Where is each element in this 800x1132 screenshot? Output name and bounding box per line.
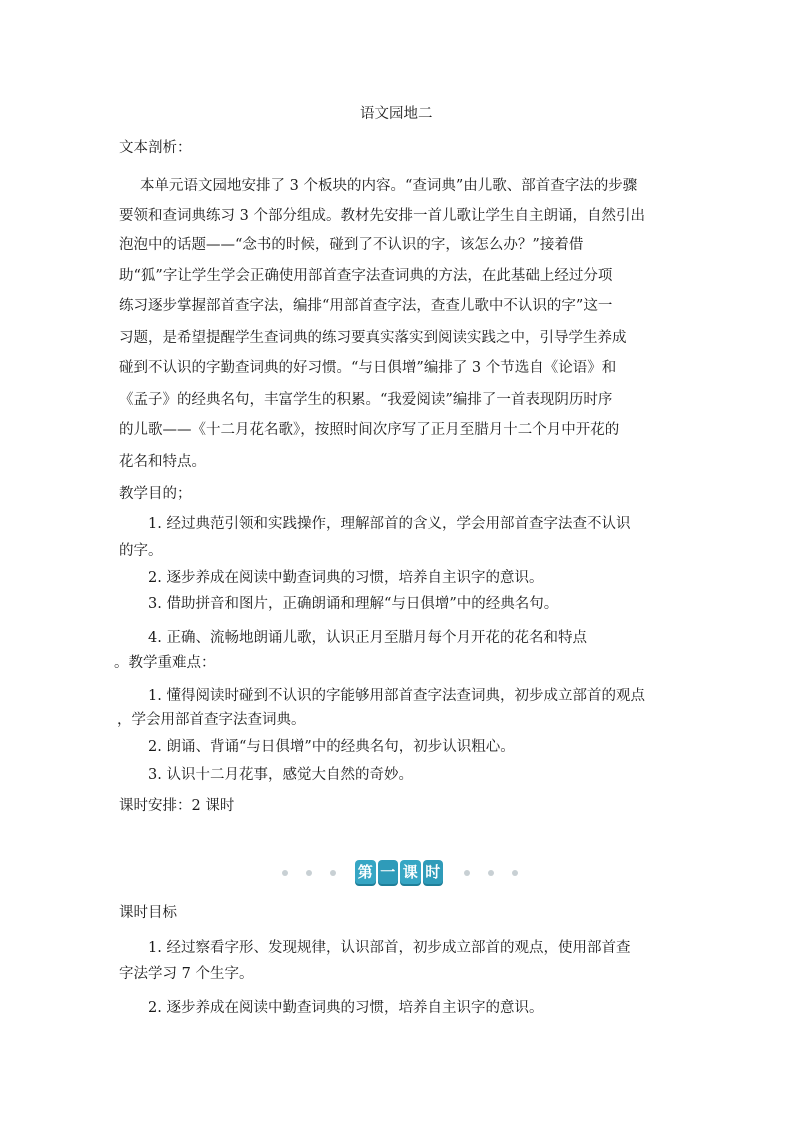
section-heading-goals: 教学目的； <box>119 486 192 502</box>
section-heading-analysis: 文本剖析： <box>119 140 192 156</box>
lesson-goal-item: 1. 经过察看字形、发现规律，认识部首，初步成立部首的观点，使用部首查 <box>148 940 631 956</box>
paragraph-line: 习题，是希望提醒学生查词典的练习要真实落实到阅读实践之中，引导学生养成 <box>119 330 627 346</box>
paragraph-line: 的儿歌——《十二月花名歌》，按照时间次序写了正月至腊月十二个月中开花的 <box>119 422 620 438</box>
badge-char: 课 <box>400 860 421 884</box>
decorative-dot <box>306 870 312 876</box>
decorative-dot <box>512 870 518 876</box>
lesson-goal-item-continuation: 字法学习 7 个生字。 <box>119 966 254 982</box>
goal-item: 2. 逐步养成在阅读中勤查词典的习惯，培养自主识字的意识。 <box>148 570 544 586</box>
paragraph-line: 练习逐步掌握部首查字法，编排“用部首查字法，查查儿歌中不认识的字”这一 <box>119 298 613 314</box>
decorative-dot <box>488 870 494 876</box>
paragraph-line: 《孟子》的经典名句，丰富学生的积累。“我爱阅读”编排了一首表现阴历时序 <box>119 392 613 408</box>
lesson-badge-row <box>270 858 530 888</box>
paragraph-line: 要领和查词典练习 3 个部分组成。教材先安排一首儿歌让学生自主朗诵，自然引出 <box>119 208 645 224</box>
schedule-line: 课时安排：2 课时 <box>119 798 235 814</box>
badge-char: 一 <box>378 860 399 884</box>
goal-item: 1. 经过典范引领和实践操作，理解部首的含义，学会用部首查字法查不认识 <box>148 516 631 532</box>
decorative-dot <box>464 870 470 876</box>
paragraph-line: 碰到不认识的字勤查词典的好习惯。“与日俱增”编排了 3 个节选自《论语》和 <box>119 360 617 376</box>
section-heading-key-points: 。教学重难点： <box>114 655 216 671</box>
badge-char: 第 <box>355 860 376 884</box>
key-point-item: 3. 认识十二月花事，感觉大自然的奇妙。 <box>148 767 413 783</box>
key-point-item: 1. 懂得阅读时碰到不认识的字能够用部首查字法查词典，初步成立部首的观点 <box>148 688 645 704</box>
page-title: 语文园地二 <box>360 106 433 122</box>
goal-item-continuation: 的字。 <box>119 543 163 559</box>
decorative-dot <box>282 870 288 876</box>
paragraph-line: 助“狐”字让学生学会正确使用部首查字法查词典的方法，在此基础上经过分项 <box>119 268 613 284</box>
badge-char: 时 <box>423 860 444 884</box>
goal-item: 3. 借助拼音和图片，正确朗诵和理解“与日俱增”中的经典名句。 <box>148 596 559 612</box>
first-lesson-badge <box>355 858 443 886</box>
key-point-item: 2. 朗诵、背诵“与日俱增”中的经典名句，初步认识粗心。 <box>148 739 515 755</box>
decorative-dot <box>330 870 336 876</box>
paragraph-line: 花名和特点。 <box>119 454 206 470</box>
lesson-goal-item: 2. 逐步养成在阅读中勤查词典的习惯，培养自主识字的意识。 <box>148 1000 544 1016</box>
paragraph-line: 泡泡中的话题——“念书的时候，碰到了不认识的字，该怎么办？”接着借 <box>119 237 584 253</box>
goal-item: 4. 正确、流畅地朗诵儿歌，认识正月至腊月每个月开花的花名和特点 <box>148 630 587 646</box>
paragraph-line: 本单元语文园地安排了 3 个板块的内容。“查词典”由儿歌、部首查字法的步骤 <box>140 178 638 194</box>
key-point-item-continuation: ，学会用部首查字法查词典。 <box>117 712 306 728</box>
section-heading-lesson-goals: 课时目标 <box>119 905 177 921</box>
